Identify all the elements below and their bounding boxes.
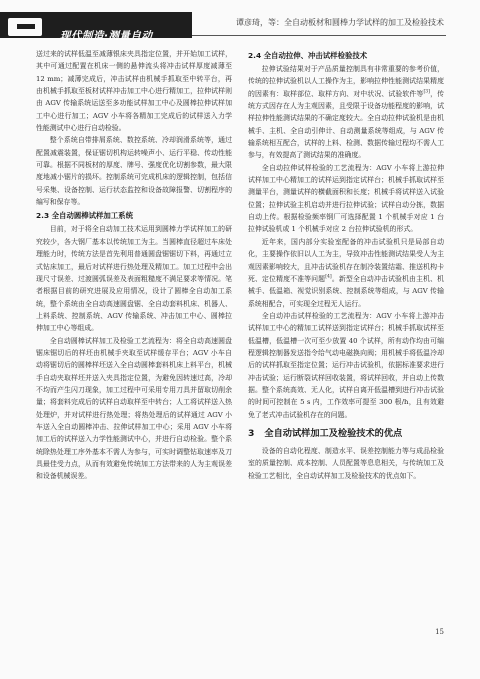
journal-name: 现代制造·测量自动 xyxy=(60,30,153,42)
right-column xyxy=(248,48,444,482)
header-rule xyxy=(192,35,446,36)
citation-ref: [3] xyxy=(423,89,430,95)
section-heading-2-3: 2.3 全自动圆棒试样加工系统 xyxy=(36,211,133,221)
paragraph-text: ，传统方式因存在人为主观因素，且受限于设备功能程度的影响，试样拉伸性能测试结果的不确定度较大。全自动拉伸试验机是由机械手、主机、全自动引伸计、自动测量系统等组成，与 AGV 传输系统相互配合，试样的上料、检测、数据传输过程均不需人工参与，有效提高了测试结果的准确度。 xyxy=(248,89,445,160)
section-title: 全自动试样加工及检验技术的优点 xyxy=(264,427,403,439)
citation-ref: [4] xyxy=(325,274,332,280)
left-column xyxy=(36,48,232,483)
paragraph: 设备的自动化程度、制造水平、误差控制能力等与成品检验室的质量控制、成本控制、人员配置等息息相关，与传统加工及检验工艺相比，全自动试样加工及检验技术的优点如下。 xyxy=(248,446,444,480)
paragraph: 全自动圆棒试样加工及检验工艺流程为：将全自动高速圆盘锯床锯切后的样坯由机械手夹取至试样缓存平台；AGV 小车自动将锯切后的圆棒样坯送入全自动圆棒套料机床上料平台，机械手自动夹取样坯并送入夹具指定位置，为避免因转速过高，冷却不均而产生闪刀现象，加工过程中可采用专用刀具并留取切削余量；将套料完成后的试样自动取样至中转台；人工将试样送入热处理炉，并对试样进行热处理；将热处理后的试样通过 AGV 小车送入全自动圆棒冲击、拉伸试样加工中心；采用 AGV 小车将加工后的试样送入力学性能测试中心，并进行自动检验。整个系统除热处理工序外基本不需人为参与，可实时调整钻取速率及刀具最佳受力点，从而有效避免传统加工方法带来的人为主观误差和设备机械误差。 xyxy=(36,336,232,481)
journal-logo-banner xyxy=(0,12,192,42)
paragraph xyxy=(248,236,444,310)
section-heading-3 xyxy=(248,426,444,441)
paragraph: 送过来的试样低温至减薄银床夹具指定位置，并开始加工试样，其中可通过配置在机床一侧的悬伸流头将冲击试样厚度减薄至 12 mm；减薄完成后，冲击试样由机械手抓取至中转平台，再由机械手抓取至板材试样冲击加工中心进行精加工，拉伸试样则由 AGV 传输系统运送至多功能试样加工中心及圆棒拉伸试样加工中心进行加工；AGV 小车将各精加工完成后的试样送入力学性能测试中心进行自动检验。 xyxy=(36,50,232,133)
paragraph-text: 近年来，国内部分实验室配备的冲击试验机只是局部自动化，主要操作依旧以人工为主，导致冲击性能测试结果受人为主观因素影响较大，且冲击试验机存在制冷装置结霜、推送机构卡死、定位精度不准等问题 xyxy=(248,237,444,283)
section-heading-2-4: 2.4 全自动拉伸、冲击试样检验技术 xyxy=(248,51,368,60)
page-header xyxy=(0,0,480,40)
running-head: 谭彦琦，等：全自动板材和圆棒力学试样的加工及检验技术 xyxy=(236,18,444,27)
paragraph: 全自动拉伸试样检验的工艺流程为：AGV 小车将上游拉伸试样加工中心精加工的试样运到指定试样台；机械手抓取试样至测量平台，测量试样的横截面积和长度；机械手将试样送入试验位置；拉伸试验主机启动并进行拉伸试验；试样自动分拣，数据自动上传。根据检验频率钢厂可选择配置 1 个机械手对应 1 台拉伸试验机或 1 个机械手对应 2 台拉伸试验机的形式。 xyxy=(248,163,444,234)
paragraph: 目前，对于将全自动加工技术运用到圆棒力学试样加工的研究较少，各大钢厂基本以传统加工为主。当圆棒直径超过车床处理能力时，传统方法是首先利用普通圆盘锯锯切下料，再通过立式钻床加工，最后对试样进行热处理及精加工。加工过程中会出现尺寸误差、过渡圆弧误差及表面粗糙度不满足要求等情况。笔者根据目前的研究进展及应用情况，设计了圆棒全自动加工系统，整个系统由全自动高速圆盘锯、全自动套料机床、机器人、上料系统、控制系统、AGV 传输系统、冲击加工中心、圆棒拉伸加工中心等组成。 xyxy=(36,225,232,333)
paragraph-text: 。新型全自动冲击试验机由主机、机械手、低温箱、视觉识别系统、控制系统等组成，与 AGV 传输系统相配合，可实现全过程无人运行。 xyxy=(248,274,445,308)
paragraph: 整个系统自带排屑系统、数控系统、冷却润滑系统等，通过配置减震装置，保证锯切机构运转噪声小、运行平稳、传动性能可靠。根据不同板材的厚度、牌号、强度优化切割参数，最大限度地减小锯片的损坏。控制系统可完成机床的逻辑控制，包括信号采集、设备控制、运行状态监控和设备故障报警、切割程序的编写和保存等。 xyxy=(36,136,232,207)
section-number: 3 xyxy=(248,427,255,439)
paragraph: 全自动冲击试样检验的工艺流程为：AGV 小车将上游冲击试样加工中心的精加工试样送到指定试样台；机械手抓取试样至低温槽，低温槽一次可至少放置 40 个试样，所有动作均由可编程逻辑控制器发送指令给气动电磁换向阀；用机械手将低温冷却后的试样抓取至指定位置；运行冲击试验机，依据标准要求进行冲击试验；运行断裂试样回收装置，将试样回收，并自动上传数据。整个系统高效、无人化，试样自离开低温槽到进行冲击试验的时间可控制在 5 s 内，工作效率可提至 300 根/h，且有效避免了老式冲击试验机存在的问题。 xyxy=(248,311,444,419)
paragraph-text: 拉伸试验结果对于产品质量控制具有非常重要的参考价值，传统的拉伸试验机以人工操作为主，影响拉伸性能测试结果精度的因素有：取样部位、取样方向、对中状况、试验软件等 xyxy=(248,65,444,98)
journal-logo-icon xyxy=(8,18,42,36)
page-number: 15 xyxy=(435,628,444,636)
paragraph xyxy=(248,63,444,162)
